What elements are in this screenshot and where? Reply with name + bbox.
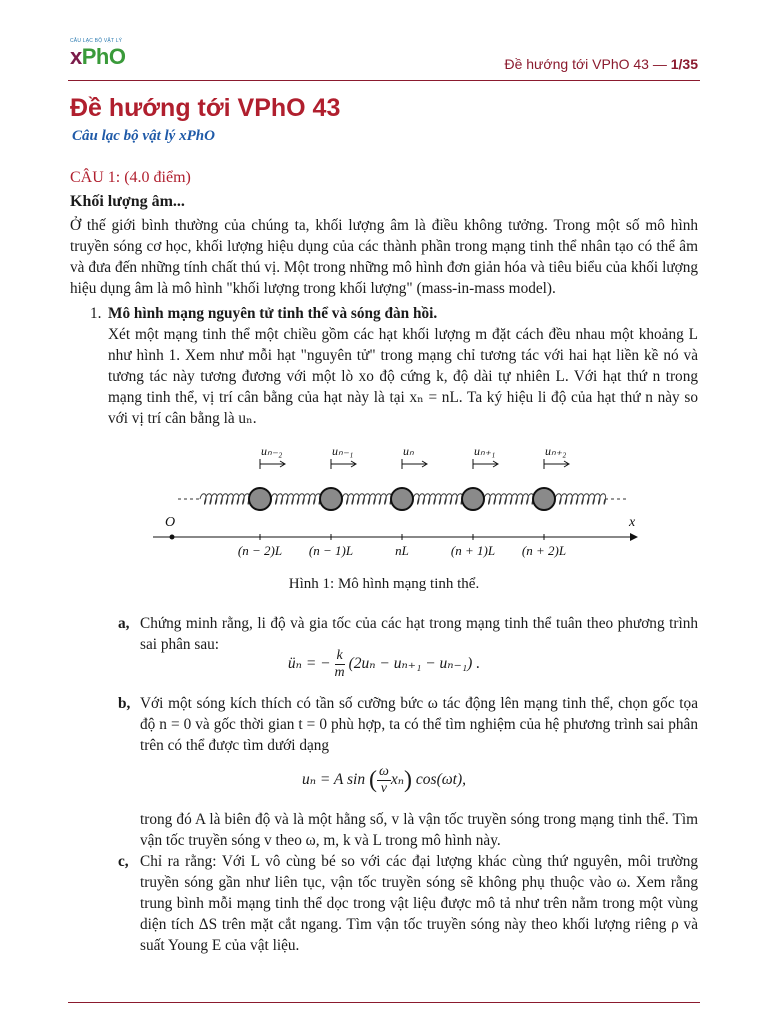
part-c-label: c, [118, 853, 129, 870]
particle-2 [391, 488, 413, 510]
position-label-2: nL [395, 543, 409, 558]
part-b-text: Với một sóng kích thích có tần số cưỡng bức ω tác động lên mạng tinh thể, chọn gốc tọa độ n = 0 và gốc thời gian t = 0 phù hợp, ta có thể tìm nghiệm của hệ phương trình sai phân trên có thể được tìm dưới dạng [140, 695, 698, 754]
xpho-logo [68, 38, 148, 72]
intro-paragraph: Ở thế giới bình thường của chúng ta, khối lượng âm là điều không tưởng. Trong một số mô hình truyền sóng cơ học, khối lượng hiệu dụng của các thành phần trong mạng tinh thể nhân tạo có thể âm và đưa đến những tính chất thú vị. Một trong những mô hình đơn giản hóa và tiêu biểu của khối lượng hiệu dụng âm là mô hình "khối lượng trong khối lượng" (mass-in-mass model). [70, 217, 698, 297]
part-c-text: Chỉ ra rằng: Với L vô cùng bé so với các đại lượng khác cùng thứ nguyên, môi trường truyền sóng gần như liên tục, vận tốc truyền sóng sẽ không phụ thuộc vào ω. Xem rằng trung bình mỗi mạng tinh thể dọc trong vật liệu được mô tả như trên nằm trong một vùng diện tích ΔS trên mặt cắt ngang. Tìm vận tốc truyền sóng này theo khối lượng riêng ρ và suất Young E của vật liệu. [140, 853, 698, 954]
logo-pho: PhO [81, 44, 126, 69]
item-body: Xét một mạng tinh thể một chiều gồm các hạt khối lượng m đặt cách đều nhau một khoảng L như hình 1. Xem như mỗi hạt "nguyên tử" trong mạng chỉ tương tác với hai hạt liền kề nó và tương tác này tương đương với một lò xo độ cứng k, độ dài tự nhiên L. Với hạt thứ n trong mạng tinh thể, vị trí cân bằng của hạt này là tại xₙ = nL. Ta ký hiệu li độ của hạt thứ n này so với vị trí cân bằng là uₙ. [108, 326, 698, 427]
part-b-continuation: trong đó A là biên độ và là một hằng số, v là vận tốc truyền sóng trong mạng tinh thể. Tìm vận tốc truyền sóng v theo ω, m, k và L trong mô hình này. [140, 811, 698, 849]
header-rule [68, 80, 700, 81]
position-label-4: (n + 2)L [521, 543, 567, 558]
eq2-numerator: ω [378, 764, 389, 779]
part-a-text: Chứng minh rằng, li độ và gia tốc của các hạt trong mạng tinh thể tuân theo phương trình sai phân sau: [140, 615, 698, 653]
spring-3 [413, 494, 463, 505]
displacement-label-2: uₙ [403, 444, 414, 458]
eq1-denominator: m [334, 665, 345, 680]
page-current: 1 [670, 56, 679, 72]
spring-0 [200, 494, 250, 505]
eq1-rhs: (2uₙ − uₙ₊₁ − uₙ₋₁) . [348, 655, 481, 673]
spring-5 [555, 494, 606, 505]
part-a-label: a, [118, 615, 130, 632]
axis-label: x [629, 515, 636, 530]
displacement-label-3: uₙ₊₁ [474, 444, 496, 458]
displacement-label-0: uₙ₋₂ [261, 444, 283, 458]
logo-wordmark [70, 44, 125, 70]
question-title: CÂU 1: (4.0 điểm) [70, 169, 191, 186]
spring-1 [271, 494, 321, 505]
eq2-left-paren: ( [368, 767, 377, 793]
origin-label: O [165, 515, 176, 530]
origin-dot [170, 535, 175, 540]
document-subtitle: Câu lạc bộ vật lý xPhO [72, 128, 215, 144]
x-axis-arrowhead [630, 533, 638, 541]
equation-2 [0, 764, 768, 797]
eq1-lhs: üₙ = − [287, 655, 331, 673]
eq1-fraction [335, 648, 345, 681]
eq2-right-paren: ) [404, 767, 413, 793]
position-label-3: (n + 1)L [450, 543, 496, 558]
eq2-lhs: uₙ = A sin [301, 771, 366, 789]
running-title: Đề hướng tới VPhO 43 — [504, 56, 671, 72]
item-heading: Mô hình mạng nguyên tử tinh thể và sóng đàn hồi. [108, 305, 438, 322]
lattice-figure [150, 440, 650, 562]
displacement-label-4: uₙ₊₂ [545, 444, 567, 458]
eq2-fraction [377, 764, 391, 797]
eq2-denominator: v [380, 781, 388, 796]
position-label-0: (n − 2)L [237, 543, 283, 558]
equation-1 [0, 648, 768, 681]
spring-2 [342, 494, 392, 505]
eq2-mid: xₙ [390, 771, 405, 789]
item-number: 1. [90, 305, 102, 322]
position-label-1: (n − 1)L [308, 543, 354, 558]
particle-0 [249, 488, 271, 510]
displacement-label-1: uₙ₋₁ [332, 444, 354, 458]
footer-rule [68, 1002, 700, 1003]
particle-4 [533, 488, 555, 510]
particle-3 [462, 488, 484, 510]
part-b-label: b, [118, 695, 131, 712]
logo-x: x [70, 44, 82, 69]
eq1-numerator: k [336, 648, 343, 663]
question-heading: Khối lượng âm... [70, 193, 185, 210]
document-title: Đề hướng tới VPhO 43 [70, 94, 341, 122]
figure-caption: Hình 1: Mô hình mạng tinh thể. [288, 576, 480, 592]
spring-4 [484, 494, 534, 505]
page-total: /35 [678, 56, 698, 72]
running-header [504, 56, 698, 72]
eq2-rhs: cos(ωt), [415, 771, 467, 789]
particle-1 [320, 488, 342, 510]
figure-layer [153, 444, 638, 558]
logo-caption: CÂU LẠC BỘ VẬT LÝ [70, 38, 123, 44]
